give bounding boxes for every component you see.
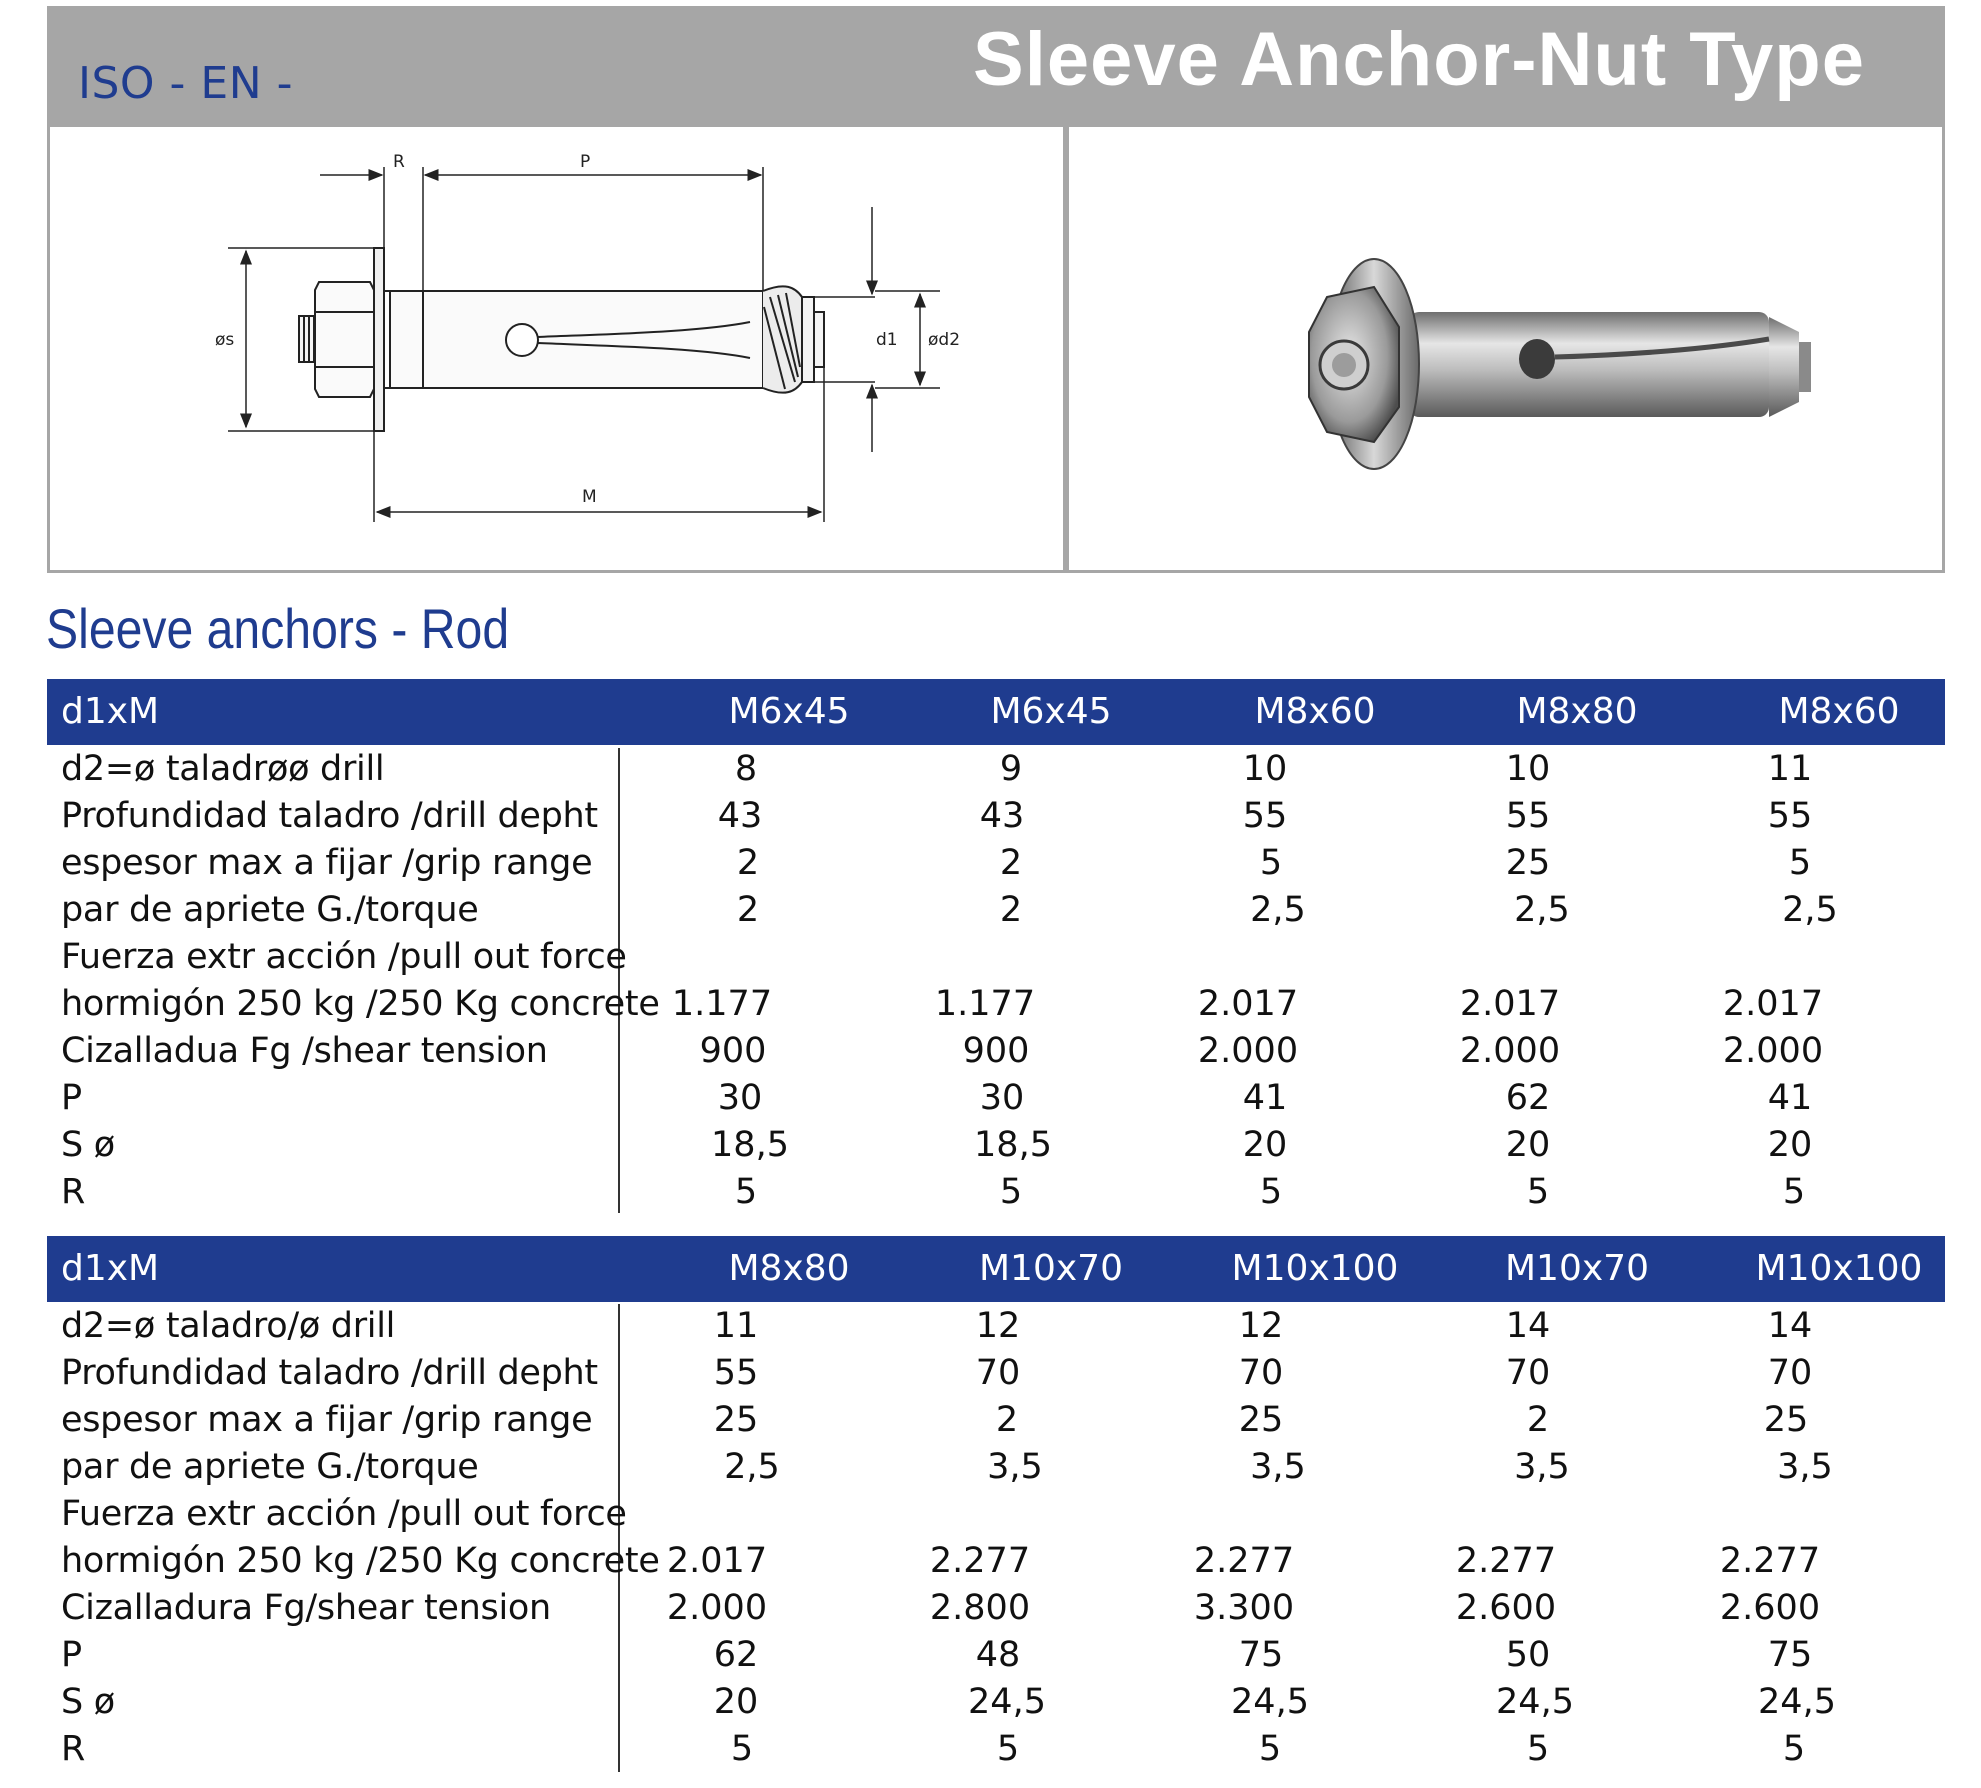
table-2-header-col: M10x100 — [1231, 1248, 1399, 1289]
table-cell: 2 — [736, 843, 760, 883]
table-cell: 30 — [979, 1078, 1025, 1118]
table-row-label: S ø — [61, 1682, 115, 1722]
table-row-label: espesor max a fijar /grip range — [61, 1400, 593, 1440]
table-cell: 55 — [1242, 796, 1288, 836]
sleeve-anchor-photo — [1069, 127, 1942, 570]
dim-label-r: R — [393, 152, 405, 172]
table-cell: 18,5 — [974, 1125, 1052, 1165]
table-cell: 3,5 — [1250, 1447, 1306, 1487]
table-cell: 20 — [1242, 1125, 1288, 1165]
table-cell: 5 — [1782, 1729, 1806, 1769]
table-row-label: Profundidad taladro /drill depht — [61, 796, 598, 836]
table-cell: 10 — [1242, 749, 1288, 789]
table-cell: 50 — [1505, 1635, 1551, 1675]
table-cell: 2.017 — [666, 1541, 768, 1581]
table-cell: 25 — [713, 1400, 759, 1440]
table-cell: 70 — [975, 1353, 1021, 1393]
dim-label-s: øs — [215, 330, 235, 350]
table-cell: 2.800 — [929, 1588, 1031, 1628]
dim-label-p: P — [580, 152, 591, 172]
table-2-divider — [618, 1304, 620, 1772]
table-cell: 20 — [1767, 1125, 1813, 1165]
table-row-label: R — [61, 1729, 86, 1769]
table-row-label: P — [61, 1635, 82, 1675]
table-cell: 1.177 — [934, 984, 1036, 1024]
table-cell: 2 — [999, 843, 1023, 883]
table-cell: 41 — [1242, 1078, 1288, 1118]
table-cell: 5 — [999, 1172, 1023, 1212]
dim-label-m: M — [582, 487, 597, 507]
table-row-label: Profundidad taladro /drill depht — [61, 1353, 598, 1393]
table-cell: 2.277 — [1455, 1541, 1557, 1581]
table-cell: 2.277 — [1193, 1541, 1295, 1581]
table-1-header-col: M8x60 — [1778, 691, 1900, 732]
table-cell: 2.017 — [1722, 984, 1824, 1024]
dim-label-d1: d1 — [876, 330, 898, 350]
table-cell: 12 — [975, 1306, 1021, 1346]
table-cell: 3,5 — [987, 1447, 1043, 1487]
table-2-header-label: d1xM — [61, 1248, 160, 1289]
table-cell: 5 — [996, 1729, 1020, 1769]
table-cell: 20 — [1505, 1125, 1551, 1165]
table-2-header-col: M8x80 — [728, 1248, 850, 1289]
table-cell: 2.000 — [1459, 1031, 1561, 1071]
table-cell: 900 — [699, 1031, 767, 1071]
table-cell: 2.000 — [1197, 1031, 1299, 1071]
technical-drawing-panel — [47, 124, 1066, 573]
table-cell: 2.277 — [1719, 1541, 1821, 1581]
table-cell: 55 — [1767, 796, 1813, 836]
table-row-label: hormigón 250 kg /250 Kg concrete — [61, 1541, 660, 1581]
table-cell: 18,5 — [711, 1125, 789, 1165]
table-row-label: P — [61, 1078, 82, 1118]
table-2-header-col: M10x70 — [1505, 1248, 1649, 1289]
table-cell: 3,5 — [1777, 1447, 1833, 1487]
dim-label-d2: ød2 — [928, 330, 961, 350]
table-cell: 2 — [999, 890, 1023, 930]
table-cell: 12 — [1238, 1306, 1284, 1346]
table-cell: 70 — [1505, 1353, 1551, 1393]
table-cell: 5 — [1258, 1729, 1282, 1769]
table-cell: 2,5 — [724, 1447, 780, 1487]
table-row-label: par de apriete G./torque — [61, 890, 479, 930]
table-cell: 70 — [1767, 1353, 1813, 1393]
table-2-header-col: M10x100 — [1755, 1248, 1923, 1289]
table-cell: 2.017 — [1459, 984, 1561, 1024]
table-cell: 75 — [1767, 1635, 1813, 1675]
table-cell: 75 — [1238, 1635, 1284, 1675]
table-cell: 24,5 — [1231, 1682, 1309, 1722]
table-cell: 24,5 — [1496, 1682, 1574, 1722]
table-1-header-col: M6x45 — [990, 691, 1112, 732]
table-cell: 25 — [1238, 1400, 1284, 1440]
table-cell: 2.277 — [929, 1541, 1031, 1581]
table-cell: 2.000 — [666, 1588, 768, 1628]
table-cell: 2.017 — [1197, 984, 1299, 1024]
table-cell: 30 — [717, 1078, 763, 1118]
table-cell: 70 — [1238, 1353, 1284, 1393]
standard-label: ISO - EN - — [78, 58, 293, 109]
table-cell: 1.177 — [671, 984, 773, 1024]
table-cell: 5 — [1526, 1729, 1550, 1769]
table-cell: 11 — [1767, 749, 1813, 789]
table-row-label: Cizalladua Fg /shear tension — [61, 1031, 548, 1071]
table-cell: 5 — [730, 1729, 754, 1769]
table-row-label: par de apriete G./torque — [61, 1447, 479, 1487]
table-cell: 24,5 — [968, 1682, 1046, 1722]
table-row-label: Fuerza extr acción /pull out force — [61, 937, 627, 977]
table-cell: 5 — [1788, 843, 1812, 883]
table-cell: 2.600 — [1719, 1588, 1821, 1628]
table-row-label: Cizalladura Fg/shear tension — [61, 1588, 551, 1628]
table-cell: 25 — [1505, 843, 1551, 883]
table-cell: 20 — [713, 1682, 759, 1722]
table-row-label: hormigón 250 kg /250 Kg concrete — [61, 984, 660, 1024]
product-photo-panel — [1066, 124, 1945, 573]
table-cell: 8 — [734, 749, 758, 789]
table-2-header — [47, 1236, 1945, 1302]
table-1-header-col: M6x45 — [728, 691, 850, 732]
table-cell: 62 — [713, 1635, 759, 1675]
table-1-header — [47, 679, 1945, 745]
table-cell: 55 — [1505, 796, 1551, 836]
table-row-label: S ø — [61, 1125, 115, 1165]
table-1-divider — [618, 748, 620, 1213]
table-cell: 2.000 — [1722, 1031, 1824, 1071]
table-cell: 25 — [1763, 1400, 1809, 1440]
page-title: Sleeve Anchor-Nut Type — [973, 17, 1865, 102]
table-cell: 5 — [1259, 843, 1283, 883]
table-row-label: Fuerza extr acción /pull out force — [61, 1494, 627, 1534]
table-cell: 2,5 — [1514, 890, 1570, 930]
table-cell: 2 — [995, 1400, 1019, 1440]
table-cell: 11 — [713, 1306, 759, 1346]
table-cell: 2.600 — [1455, 1588, 1557, 1628]
table-cell: 9 — [999, 749, 1023, 789]
table-cell: 55 — [713, 1353, 759, 1393]
table-2-header-col: M10x70 — [979, 1248, 1123, 1289]
section-title: Sleeve anchors - Rod — [46, 597, 510, 660]
table-cell: 5 — [734, 1172, 758, 1212]
table-cell: 43 — [979, 796, 1025, 836]
table-cell: 2,5 — [1250, 890, 1306, 930]
table-cell: 5 — [1526, 1172, 1550, 1212]
table-cell: 900 — [962, 1031, 1030, 1071]
table-row-label: d2=ø taladrøø drill — [61, 749, 385, 789]
table-cell: 2 — [736, 890, 760, 930]
table-cell: 62 — [1505, 1078, 1551, 1118]
table-cell: 48 — [975, 1635, 1021, 1675]
table-1-header-label: d1xM — [61, 691, 160, 732]
table-cell: 24,5 — [1758, 1682, 1836, 1722]
table-cell: 2,5 — [1782, 890, 1838, 930]
table-cell: 2 — [1526, 1400, 1550, 1440]
table-1-header-col: M8x60 — [1254, 691, 1376, 732]
table-row-label: espesor max a fijar /grip range — [61, 843, 593, 883]
table-cell: 5 — [1782, 1172, 1806, 1212]
table-cell: 5 — [1259, 1172, 1283, 1212]
table-1-header-col: M8x80 — [1516, 691, 1638, 732]
table-cell: 14 — [1767, 1306, 1813, 1346]
table-cell: 43 — [717, 796, 763, 836]
table-cell: 3.300 — [1193, 1588, 1295, 1628]
table-cell: 14 — [1505, 1306, 1551, 1346]
table-cell: 3,5 — [1514, 1447, 1570, 1487]
table-cell: 10 — [1505, 749, 1551, 789]
table-cell: 41 — [1767, 1078, 1813, 1118]
anchor-dimension-drawing — [50, 127, 1063, 570]
table-row-label: d2=ø taladro/ø drill — [61, 1306, 396, 1346]
table-row-label: R — [61, 1172, 86, 1212]
